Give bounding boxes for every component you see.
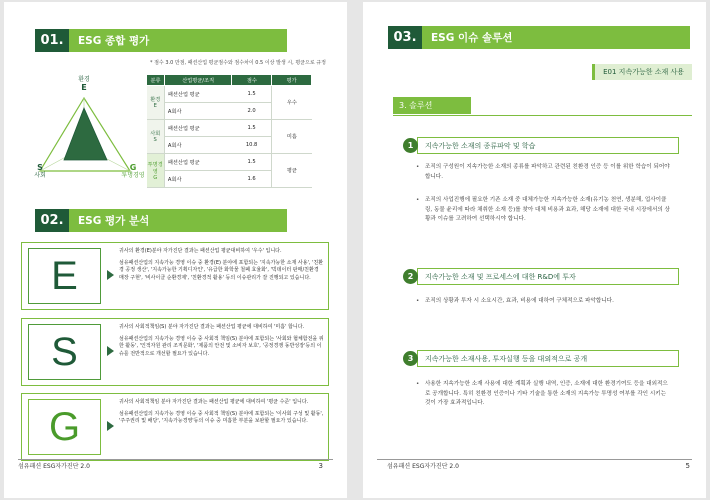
row-name: 패션산업 평균	[164, 120, 232, 137]
arrow-right-icon	[107, 270, 114, 280]
category-name: 환경	[150, 97, 161, 103]
triangle-label-s-letter: S	[37, 163, 43, 172]
card-summary: 귀사의 사회적책임(S) 분야 자가진단 결과는 패션산업 평균에 대비하여 '미흡' 합니다.	[119, 324, 305, 330]
row-score: 10.8	[232, 137, 272, 154]
row-score: 1.5	[232, 86, 272, 103]
card-detail: 섬유패션산업의 지속가능 경영 이슈 중 환경(E) 분야에 포함되는 '지속가능한 소재 사용', '친환경 공정 생산', '지속가능한 기획디자인', '유급한 화학물 철폐 효율화', '빅데이터 판매/친환경 매장 구현', '비사이클 순환경제', '친환경적 활용' 등의 이슈관리가 잘 진행되고 있습니다.	[119, 259, 324, 281]
row-name: A회사	[164, 103, 232, 120]
table-row	[147, 120, 312, 137]
footer-divider	[377, 459, 692, 460]
triangle-label-g	[119, 164, 147, 180]
triangle-label-e-text: 환경	[78, 76, 90, 83]
category-letter: E	[153, 103, 157, 109]
subtopic-tag: E01 지속가능한 소재 사용	[592, 64, 692, 80]
solution-item-number: 1	[403, 138, 418, 153]
grade-cell: 미흡	[272, 120, 312, 154]
footer-divider	[18, 459, 333, 460]
score-note: * 점수 3.0 만점, 패션산업 평균점수와 점수차이 0.5 이상 발생 시, 평균으로 규정	[150, 60, 326, 66]
solution-item-title: 지속가능한 소재사용, 투자실행 등을 대외적으로 공개	[417, 350, 679, 367]
category-letter: S	[153, 137, 157, 143]
section-number: 03.	[388, 26, 422, 49]
footer-title: 섬유패션 ESG자가진단 2.0	[18, 463, 90, 470]
section-title: ESG 평가 분석	[69, 209, 287, 232]
analysis-card-g	[21, 393, 329, 461]
row-name: 패션산업 평균	[164, 86, 232, 103]
solution-item-title: 지속가능한 소재의 종류파악 및 학습	[417, 137, 679, 154]
triangle-label-e	[74, 76, 94, 92]
section-01-header	[35, 29, 287, 52]
table-header: 점수	[232, 75, 272, 86]
grade-cell: 우수	[272, 86, 312, 120]
triangle-label-s-text: 사회	[34, 172, 46, 179]
card-text	[119, 399, 324, 426]
card-text	[119, 248, 324, 282]
row-score: 1.5	[232, 120, 272, 137]
triangle-label-g-letter: G	[129, 163, 137, 172]
solution-divider	[393, 115, 692, 116]
solution-heading: 3. 솔루션	[393, 97, 471, 114]
table-header: 평가	[272, 75, 312, 86]
card-text	[119, 324, 324, 358]
footer-title: 섬유패션 ESG자가진단 2.0	[387, 463, 459, 470]
solution-item-title: 지속가능한 소재 및 프로세스에 대한 R&D에 투자	[417, 268, 679, 285]
category-cell-e	[147, 86, 165, 120]
table-row	[147, 86, 312, 103]
section-title: ESG 종합 평가	[69, 29, 287, 52]
page-number: 5	[685, 462, 690, 470]
solution-bullet: • 조직의 상황과 투자 시 소요시간, 효과, 비용에 대하여 구체적으로 파악합니다.	[425, 297, 670, 307]
section-number: 02.	[35, 209, 69, 232]
section-03-header	[388, 26, 690, 49]
category-name: 투명경영	[147, 161, 163, 175]
row-score: 2.0	[232, 103, 272, 120]
table-header: 산업평균/조직	[164, 75, 232, 86]
arrow-right-icon	[107, 421, 114, 431]
solution-bullet: • 조직의 사업진행에 필요한 기존 소재 중 대체가능한 지속가능한 소재(유기농 천연, 생분해, 업사이클링, 동물 윤리에 따라 채취한 소재 등)를 찾아 대체 비용과 효과, 해당 소재에 대한 국내 시장에서의 상황과 이슈를 고려하여 선택하시야 합니다.	[425, 196, 670, 225]
card-detail: 섬유패션산업의 지속가능 경영 이슈 중 사회적 책임(S) 분야에 포함되는 '사회와 협체함전을 위한 활동', '인적자원 관리 조직문화', '제품의 안전 및 소비자 보호', '공정경쟁 동반성장'등의 이슈를 전반적으로 개선할 필요가 있습니다.	[119, 335, 324, 357]
solution-item-number: 3	[403, 351, 418, 366]
row-score: 1.5	[232, 154, 272, 171]
letter-box-s: S	[28, 324, 101, 380]
section-number: 01.	[35, 29, 69, 52]
solution-bullet: • 조직의 구성원이 지속가능한 소재의 종류를 파악하고 관련된 친환경 인증 등 이를 위한 학습이 되어야 합니다.	[425, 163, 670, 182]
table-header-row	[147, 75, 312, 86]
triangle-label-g-text: 투명경영	[121, 172, 145, 179]
analysis-card-s	[21, 318, 329, 386]
triangle-label-e-letter: E	[81, 83, 87, 92]
category-cell-s	[147, 120, 165, 154]
letter-box-g: G	[28, 399, 101, 455]
row-name: A회사	[164, 137, 232, 154]
analysis-cards	[21, 242, 329, 464]
triangle-label-s	[30, 164, 50, 180]
card-summary: 귀사의 환경(E)분야 자가진단 결과는 패션산업 평균대비하여 '우수' 입니다.	[119, 248, 282, 254]
page-5	[363, 2, 706, 498]
row-score: 1.6	[232, 171, 272, 188]
table-row	[147, 154, 312, 171]
category-letter: G	[153, 174, 158, 181]
arrow-right-icon	[107, 346, 114, 356]
page-number: 3	[318, 462, 323, 470]
card-detail: 섬유패션산업의 지속가능 경영 이슈 중 사회적 책임(S) 분야에 포함되는 '이사회 구성 및 활동', '주주권리 및 배당', '지속가능경영'등의 이슈 중 미흡한 부분을 보완할 필요가 있습니다.	[119, 410, 324, 425]
table-header: 분류	[147, 75, 165, 86]
section-title: ESG 이슈 솔루션	[422, 26, 690, 49]
solution-bullet: • 사용한 지속가능한 소재 사용에 대한 계획과 실행 내역, 인증, 소재에 대한 환경기여도 등을 대외적으로 공개합니다. 특히 친환경 인증이나 기타 기술을 통한 소재의 지속가능 투명성 여부를 각인 시키는 것이 가장 효과적입니다.	[425, 380, 670, 409]
letter-box-e: E	[28, 248, 101, 304]
esg-score-table	[146, 74, 312, 188]
category-cell-g	[147, 154, 165, 188]
analysis-card-e	[21, 242, 329, 310]
row-name: A회사	[164, 171, 232, 188]
category-name: 사회	[150, 131, 161, 137]
section-02-header	[35, 209, 287, 232]
card-summary: 귀사의 사회적책임 분야 자가진단 결과는 패션산업 평균에 대비하여 '평균 수준' 입니다.	[119, 399, 309, 405]
triangle-score-area	[64, 108, 107, 160]
solution-item-number: 2	[403, 269, 418, 284]
grade-cell: 평균	[272, 154, 312, 188]
row-name: 패션산업 평균	[164, 154, 232, 171]
page-3	[4, 2, 347, 498]
